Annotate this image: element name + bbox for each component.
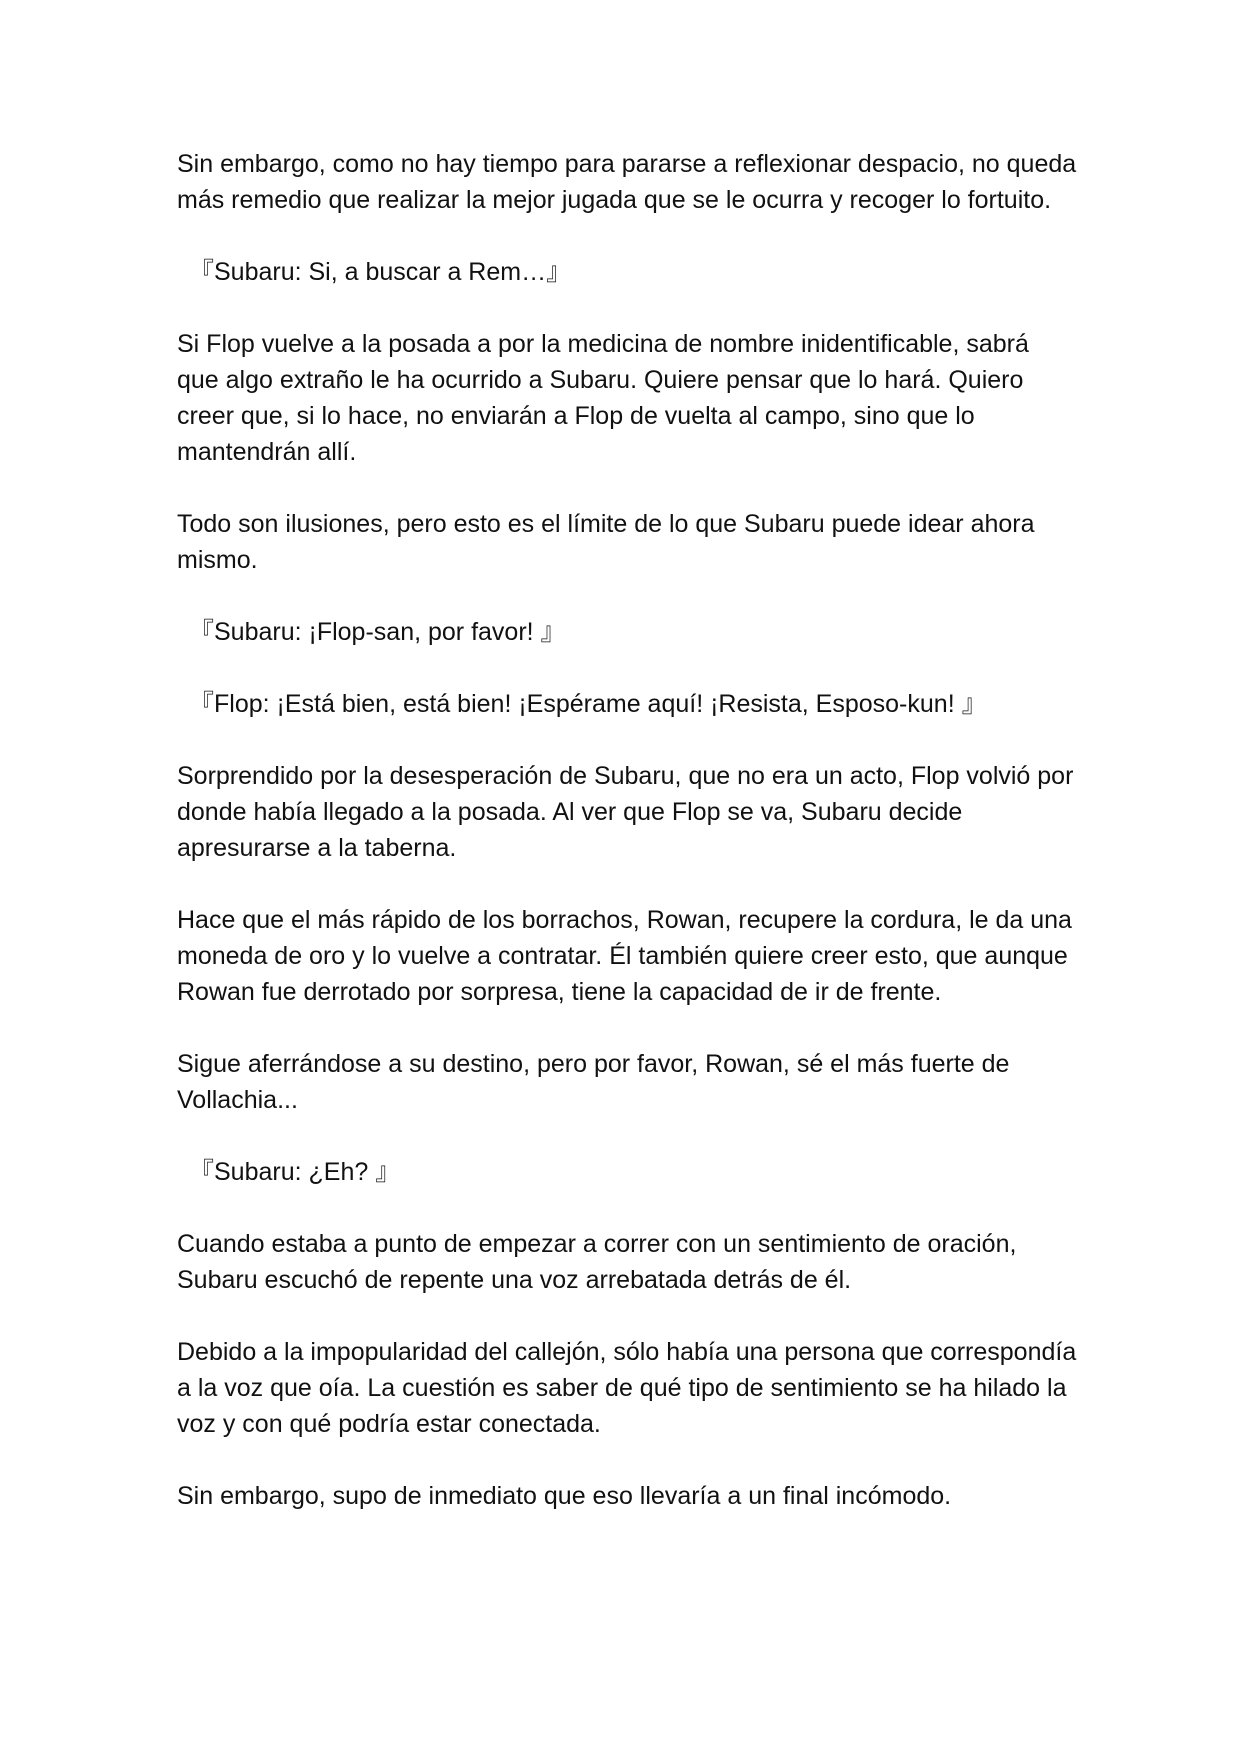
paragraph: Si Flop vuelve a la posada a por la medicina de nombre inidentificable, sabrá que algo extraño le ha ocurrido a Subaru. Quiere pensar que lo hará. Quiero creer que, si lo hace, no enviarán a Flop de vuelta al campo, sino que lo mantendrán allí. xyxy=(177,330,1029,466)
dialogue-line: 『Flop: ¡Está bien, está bien! ¡Espérame aquí! ¡Resista, Esposo-kun! 』 xyxy=(189,690,987,718)
dialogue-line: 『Subaru: ¡Flop-san, por favor! 』 xyxy=(189,618,566,646)
paragraph: Sin embargo, supo de inmediato que eso llevaría a un final incómodo. xyxy=(177,1482,952,1510)
paragraph: Cuando estaba a punto de empezar a correr con un sentimiento de oración, Subaru escuchó de repente una voz arrebatada detrás de él. xyxy=(177,1230,1017,1294)
paragraph: Sorprendido por la desesperación de Subaru, que no era un acto, Flop volvió por donde había llegado a la posada. Al ver que Flop se va, Subaru decide apresurarse a la taberna. xyxy=(177,762,1074,862)
body-text xyxy=(177,146,1077,1550)
dialogue-line: 『Subaru: ¿Eh? 』 xyxy=(189,1158,401,1186)
paragraph: Todo son ilusiones, pero esto es el límite de lo que Subaru puede idear ahora mismo. xyxy=(177,510,1035,574)
paragraph: Debido a la impopularidad del callejón, sólo había una persona que correspondía a la voz que oía. La cuestión es saber de qué tipo de sentimiento se ha hilado la voz y con qué podría estar conectada. xyxy=(177,1338,1077,1438)
dialogue-line: 『Subaru: Si, a buscar a Rem…』 xyxy=(189,258,572,286)
paragraph: Sin embargo, como no hay tiempo para pararse a reflexionar despacio, no queda más remedio que realizar la mejor jugada que se le ocurra y recoger lo fortuito. xyxy=(177,150,1077,214)
paragraph: Hace que el más rápido de los borrachos, Rowan, recupere la cordura, le da una moneda de oro y lo vuelve a contratar. Él también quiere creer esto, que aunque Rowan fue derrotado por sorpresa, tiene la capacidad de ir de frente. xyxy=(177,906,1072,1006)
paragraph: Sigue aferrándose a su destino, pero por favor, Rowan, sé el más fuerte de Vollachia... xyxy=(177,1050,1010,1114)
